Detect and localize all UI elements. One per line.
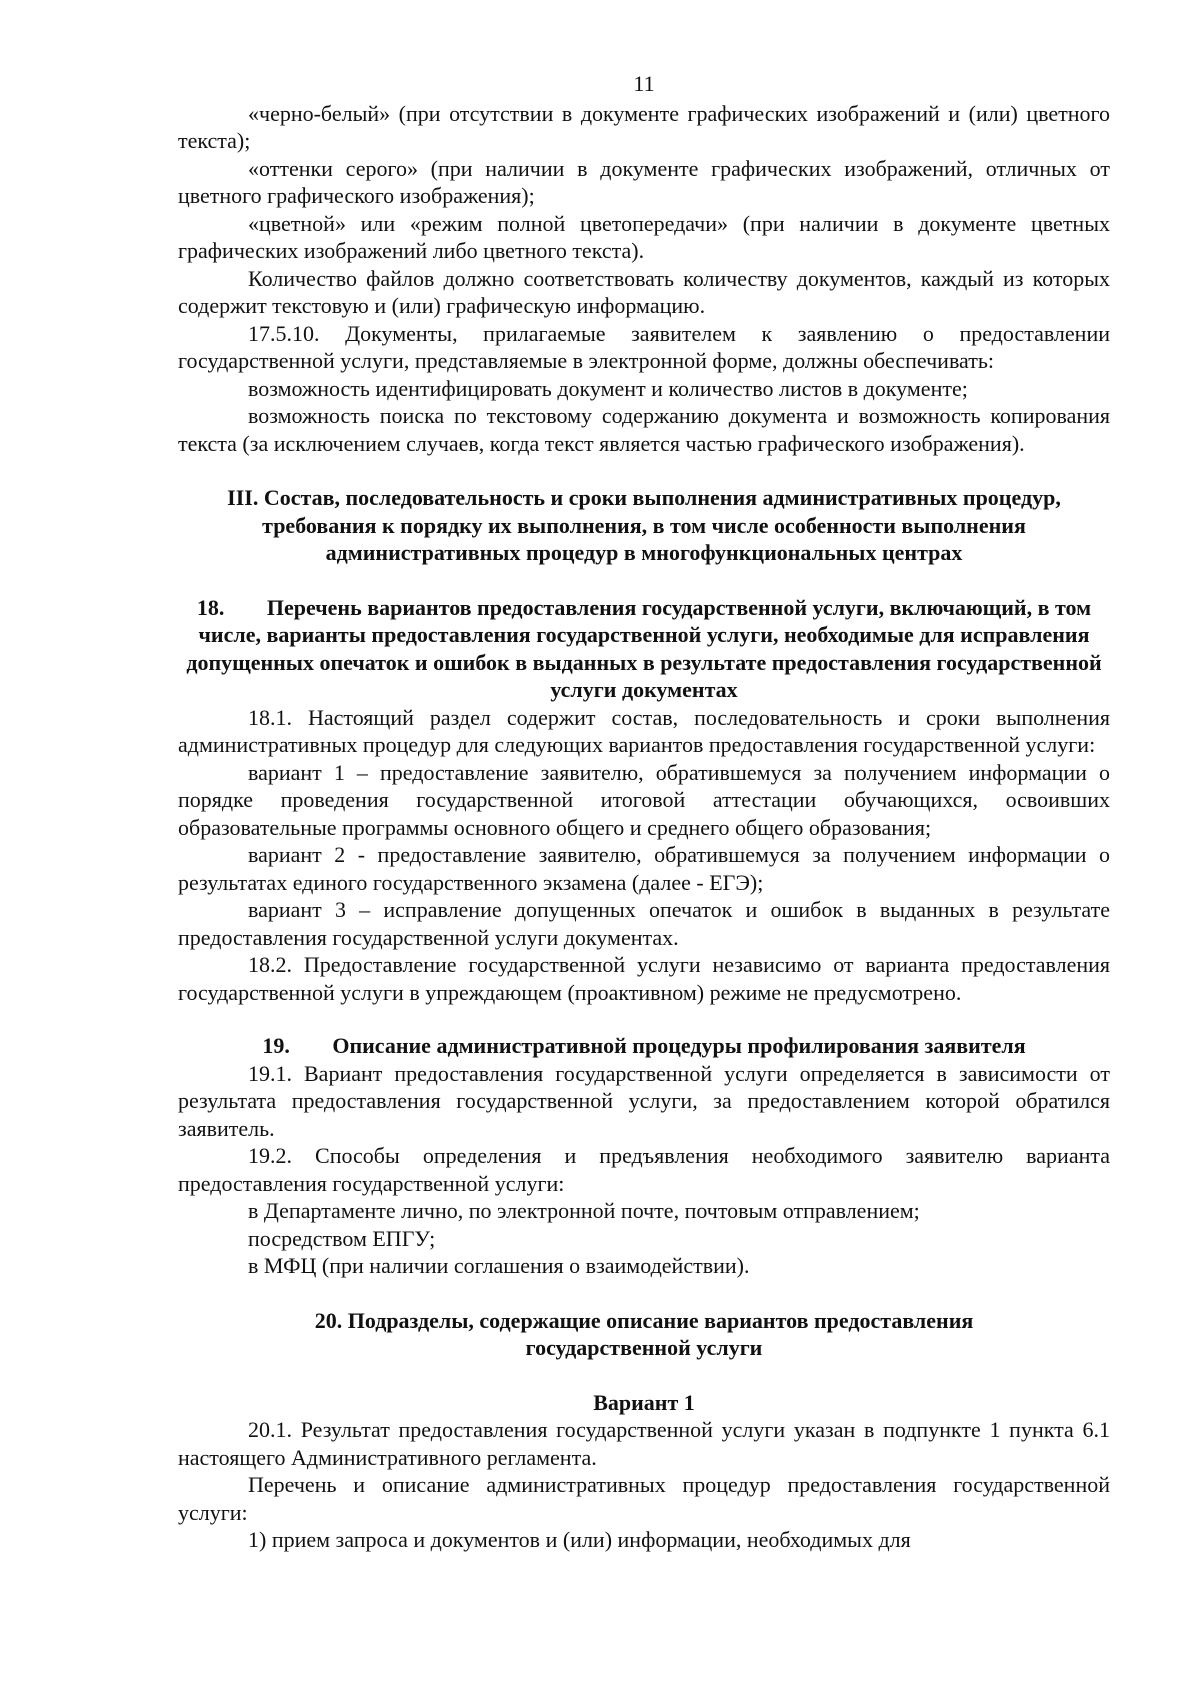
paragraph: 19.2. Способы определения и предъявления необходимого заявителю варианта предоставления государственной услуги:	[178, 1143, 1110, 1196]
section-18-title: Перечень вариантов предоставления государственной услуги, включающий, в том числе, варианты предоставления государственной услуги, необходимые для исправления допущенных опечаток и ошибок в выданных в результате предоставления государственной услуги документах	[186, 594, 1102, 702]
paragraph: вариант 1 – предоставление заявителю, обратившемуся за получением информации о порядке проведения государственной итоговой аттестации обучающихся, освоивших образовательные программы основного общего и среднего общего образования;	[178, 759, 1110, 840]
section-18-heading	[178, 594, 1110, 704]
list-item: в Департаменте лично, по электронной почте, почтовым отправлением;	[248, 1198, 920, 1223]
section-20-heading: 20. Подразделы, содержащие описание вариантов предоставления государственной услуги	[314, 1307, 974, 1360]
spacer	[178, 1362, 1110, 1389]
paragraph: 18.1. Настоящий раздел содержит состав, последовательность и сроки выполнения административных процедур для следующих вариантов предоставления государственной услуги:	[178, 704, 1110, 757]
paragraph: Перечень и описание административных процедур предоставления государственной услуги:	[178, 1472, 1110, 1525]
section-19-heading	[178, 1032, 1110, 1060]
paragraph: 18.2. Предоставление государственной услуги независимо от варианта предоставления государственной услуги в упреждающем (проактивном) режиме не предусмотрено.	[178, 952, 1110, 1005]
paragraph: «цветной» или «режим полной цветопередачи» (при наличии в документе цветных графических изображений либо цветного текста).	[178, 210, 1110, 263]
section-19-title: Описание административной процедуры профилирования заявителя	[332, 1033, 1026, 1058]
page-number: 11	[633, 71, 655, 96]
paragraph: «черно-белый» (при отсутствии в документе графических изображений и (или) цветного текста);	[178, 100, 1110, 153]
paragraph: 19.1. Вариант предоставления государственной услуги определяется в зависимости от результата предоставления государственной услуги, за предоставлением которой обратился заявитель.	[178, 1060, 1110, 1141]
paragraph: вариант 3 – исправление допущенных опечаток и ошибок в выданных в результате предоставления государственной услуги документах.	[178, 897, 1110, 950]
paragraph: возможность идентифицировать документ и количество листов в документе;	[248, 375, 968, 401]
paragraph: 20.1. Результат предоставления государственной услуги указан в подпункте 1 пункта 6.1 настоящего Административного регламента.	[178, 1417, 1110, 1470]
paragraph: 1) прием запроса и документов и (или) информации, необходимых для	[248, 1527, 911, 1552]
paragraph: возможность поиска по текстовому содержанию документа и возможность копирования текста (за исключением случаев, когда текст является частью графического изображения).	[178, 403, 1110, 456]
list-item: посредством ЕПГУ;	[248, 1225, 436, 1251]
paragraph: Количество файлов должно соответствовать количеству документов, каждый из которых содержит текстовую и (или) графическую информацию.	[178, 265, 1110, 318]
paragraph: вариант 2 - предоставление заявителю, обратившемуся за получением информации о результатах единого государственного экзамена (далее - ЕГЭ);	[178, 842, 1110, 895]
paragraph: «оттенки серого» (при наличии в документе графических изображений, отличных от цветного графического изображения);	[178, 155, 1110, 208]
section-18-number: 18.	[196, 594, 225, 620]
spacer	[178, 1006, 1110, 1032]
spacer	[178, 457, 1110, 484]
paragraph: 17.5.10. Документы, прилагаемые заявителем к заявлению о предоставлении государственной услуги, представляемые в электронной форме, должны обеспечивать:	[178, 320, 1110, 373]
spacer	[178, 1280, 1110, 1307]
list-item: в МФЦ (при наличии соглашения о взаимодействии).	[248, 1253, 750, 1278]
spacer	[178, 567, 1110, 594]
variant-1-heading: Вариант 1	[593, 1389, 695, 1415]
section-19-number: 19.	[262, 1033, 290, 1058]
section-3-heading: III. Состав, последовательность и сроки выполнения административных процедур, требования к порядку их выполнения, в том числе особенности выполнения административных процедур в многофункциональных центрах	[227, 485, 1061, 565]
